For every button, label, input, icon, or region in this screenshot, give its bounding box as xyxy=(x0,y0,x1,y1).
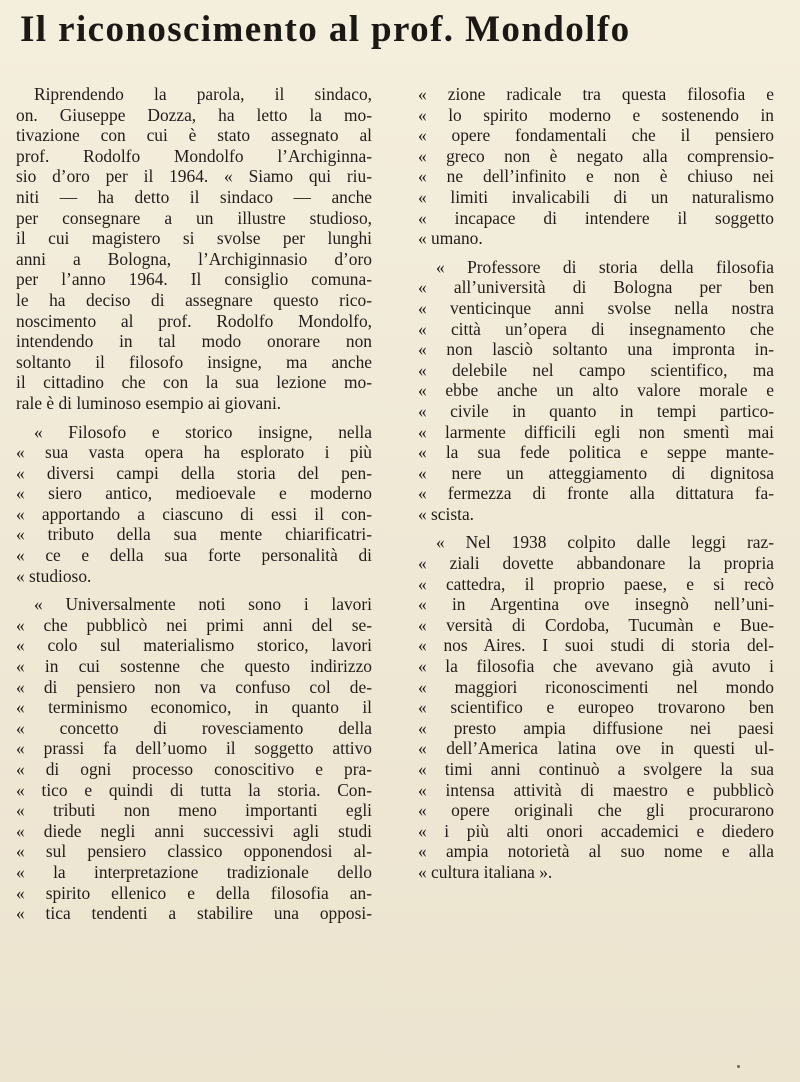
text-line: « versità di Cordoba, Tucumàn e Bue- xyxy=(418,614,774,635)
paragraph-gap xyxy=(418,249,774,257)
text-line: soltanto il filosofo insigne, ma anche xyxy=(16,351,372,372)
text-line: « incapace di intendere il soggetto xyxy=(418,207,774,228)
text-line: sio d’oro per il 1964. « Siamo qui riu- xyxy=(16,166,372,187)
text-line: « ebbe anche un alto valore morale e xyxy=(418,380,774,401)
text-line: « larmente difficili egli non smentì mai xyxy=(418,421,774,442)
text-line: « scista. xyxy=(418,503,475,524)
text-line: « nos Aires. I suoi studi di storia del- xyxy=(418,635,774,656)
text-line: « la interpretazione tradizionale dello xyxy=(16,861,372,882)
text-line: « all’università di Bologna per ben xyxy=(418,277,774,298)
text-line: « limiti invalicabili di un naturalismo xyxy=(418,186,774,207)
text-line: « terminismo economico, in quanto il xyxy=(16,697,372,718)
text-line: « di pensiero non va confuso col de- xyxy=(16,676,372,697)
text-line: il cittadino che con la sua lezione mo- xyxy=(16,372,372,393)
text-line: « in cui sostenne che questo indirizzo xyxy=(16,656,372,677)
text-line: « timi anni continuò a svolgere la sua xyxy=(418,759,774,779)
text-line: « umano. xyxy=(418,228,483,249)
text-line: « diversi campi della storia del pen- xyxy=(16,462,372,483)
text-line: « prassi fa dell’uomo il soggetto attivo xyxy=(16,738,372,759)
paragraph-gap xyxy=(16,414,372,422)
text-line: « tica tendenti a stabilire una opposi- xyxy=(16,903,372,924)
text-line: « di ogni processo conoscitivo e pra- xyxy=(16,759,372,779)
text-line: « nere un atteggiamento di dignitosa xyxy=(418,462,774,483)
text-line: le ha deciso di assegnare questo rico- xyxy=(16,289,372,310)
text-line: « sul pensiero classico opponendosi al- xyxy=(16,841,372,862)
text-line: « intensa attività di maestro e pubblicò xyxy=(418,779,774,800)
text-line: niti — ha detto il sindaco — anche xyxy=(16,186,372,207)
text-line: « città un’opera di insegnamento che xyxy=(418,318,774,339)
text-line: « siero antico, medioevale e moderno xyxy=(16,483,372,504)
text-line: « maggiori riconoscimenti nel mondo xyxy=(418,676,774,697)
paper-speck xyxy=(737,1065,740,1068)
text-line: « ne dell’infinito e non è chiuso nei xyxy=(418,166,774,187)
text-line: « delebile nel campo scientifico, ma xyxy=(418,359,774,380)
text-line: « Nel 1938 colpito dalle leggi raz- xyxy=(436,532,774,553)
text-line: « Universalmente noti sono i lavori xyxy=(34,594,372,615)
text-line: « tico e quindi di tutta la storia. Con- xyxy=(16,779,372,800)
text-line: « venticinque anni svolse nella nostra xyxy=(418,297,774,318)
text-line: Riprendendo la parola, il sindaco, xyxy=(34,84,372,104)
text-line: « in Argentina ove insegnò nell’uni- xyxy=(418,594,774,615)
text-line: « dell’America latina ove in questi ul- xyxy=(418,738,774,759)
article-title: Il riconoscimento al prof. Mondolfo xyxy=(20,9,631,50)
text-line: « non lasciò soltanto una impronta in- xyxy=(418,339,774,360)
text-line: « ampia notorietà al suo nome e alla xyxy=(418,841,774,862)
text-line: rale è di luminoso esempio ai giovani. xyxy=(16,392,282,413)
left-column xyxy=(16,84,372,924)
text-line: « spirito ellenico e della filosofia an- xyxy=(16,882,372,903)
text-line: « la filosofia che avevano già avuto i xyxy=(418,656,774,677)
text-line: il cui magistero si svolse per lunghi xyxy=(16,228,372,249)
text-line: « fermezza di fronte alla dittatura fa- xyxy=(418,483,774,504)
text-line: « scientifico e europeo trovarono ben xyxy=(418,697,774,718)
text-line: « ziali dovette abbandonare la propria xyxy=(418,553,774,574)
paragraph-gap xyxy=(418,524,774,532)
right-column xyxy=(418,84,774,883)
text-line: « Filosofo e storico insigne, nella xyxy=(34,421,372,442)
text-line: « cultura italiana ». xyxy=(418,861,553,882)
paragraph-gap xyxy=(16,586,372,594)
text-line: per l’anno 1964. Il consiglio comuna- xyxy=(16,269,372,290)
text-line: « la sua fede politica e seppe mante- xyxy=(418,442,774,463)
text-line: « che pubblicò nei primi anni del se- xyxy=(16,614,372,635)
text-line: « tributi non meno importanti egli xyxy=(16,800,372,821)
text-line: « ce e della sua forte personalità di xyxy=(16,545,372,566)
text-line: « tributo della sua mente chiarificatri- xyxy=(16,524,372,545)
text-line: « sua vasta opera ha esplorato i più xyxy=(16,442,372,463)
text-line: « greco non è negato alla comprensio- xyxy=(418,145,774,166)
text-line: « presto ampia diffusione nei paesi xyxy=(418,717,774,738)
text-line: « i più alti onori accademici e diedero xyxy=(418,820,774,841)
text-line: « lo spirito moderno e sostenendo in xyxy=(418,104,774,125)
text-line: tivazione con cui è stato assegnato al xyxy=(16,125,372,146)
text-line: « Professore di storia della filosofia xyxy=(436,256,774,277)
text-line: « concetto di rovesciamento della xyxy=(16,717,372,738)
text-line: « diede negli anni successivi agli studi xyxy=(16,820,372,841)
text-line: « civile in quanto in tempi partico- xyxy=(418,400,774,421)
text-line: « opere fondamentali che il pensiero xyxy=(418,125,774,146)
text-line: anni a Bologna, l’Archiginnasio d’oro xyxy=(16,248,372,269)
text-line: « apportando a ciascuno di essi il con- xyxy=(16,503,372,524)
text-line: on. Giuseppe Dozza, ha letto la mo- xyxy=(16,104,372,125)
text-line: « cattedra, il proprio paese, e si recò xyxy=(418,573,774,594)
text-line: « colo sul materialismo storico, lavori xyxy=(16,635,372,656)
text-line: per consegnare a un illustre studioso, xyxy=(16,207,372,228)
text-line: intendendo in tal modo onorare non xyxy=(16,331,372,352)
text-line: « zione radicale tra questa filosofia e xyxy=(418,84,774,104)
text-line: noscimento al prof. Rodolfo Mondolfo, xyxy=(16,310,372,331)
text-line: prof. Rodolfo Mondolfo l’Archiginna- xyxy=(16,145,372,166)
text-line: « studioso. xyxy=(16,565,92,586)
text-line: « opere originali che gli procurarono xyxy=(418,800,774,821)
